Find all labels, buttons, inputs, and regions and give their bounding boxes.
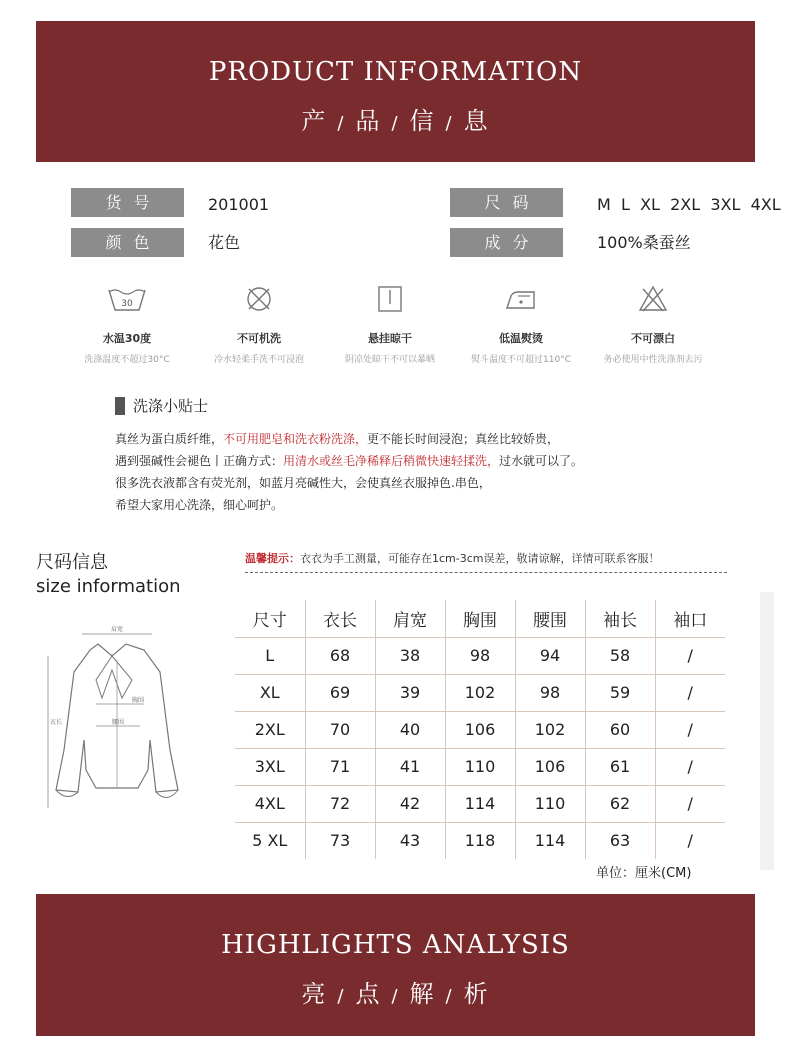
table-cell: 102 bbox=[445, 674, 515, 711]
header-cell: 腰围 bbox=[515, 600, 585, 637]
item-no-value: 201001 bbox=[208, 195, 270, 214]
tips-line-2: 遇到强碱性会褪色丨正确方式：用清水或丝毛净稀释后稍微快速轻揉洗，过水就可以了。 bbox=[115, 454, 584, 468]
material-label: 成分 bbox=[450, 228, 563, 257]
table-cell: 63 bbox=[585, 822, 655, 859]
banner-title-en: HIGHLIGHTS ANALYSIS bbox=[221, 930, 570, 960]
banner-title-cn: 产 / 品 / 信 / 息 bbox=[301, 107, 490, 135]
care-title: 低温熨烫 bbox=[499, 332, 543, 345]
side-panel-strip bbox=[760, 592, 774, 870]
care-sub: 洗涤温度不超过30°C bbox=[84, 355, 170, 365]
table-cell: 39 bbox=[375, 674, 445, 711]
table-row bbox=[235, 822, 725, 859]
blouse-size-sketch bbox=[40, 620, 190, 820]
table-cell: 102 bbox=[515, 711, 585, 748]
table-cell: XL bbox=[235, 674, 305, 711]
tips-line-1: 真丝为蛋白质纤维，不可用肥皂和洗衣粉洗涤，更不能长时间浸泡；真丝比较娇贵， bbox=[115, 432, 560, 446]
header-cell: 尺寸 bbox=[235, 600, 305, 637]
care-sub: 务必使用中性洗涤剂去污 bbox=[603, 355, 703, 365]
size-info-title: 尺码信息 size information bbox=[36, 552, 181, 597]
low-iron-icon bbox=[451, 280, 591, 318]
header-cell: 袖长 bbox=[585, 600, 655, 637]
table-cell: 43 bbox=[375, 822, 445, 859]
table-cell: 38 bbox=[375, 637, 445, 674]
heading-bar bbox=[115, 397, 125, 415]
table-cell: / bbox=[655, 785, 725, 822]
header-cell: 胸围 bbox=[445, 600, 515, 637]
table-cell: 61 bbox=[585, 748, 655, 785]
table-cell: 69 bbox=[305, 674, 375, 711]
table-cell: / bbox=[655, 674, 725, 711]
table-cell: 98 bbox=[515, 674, 585, 711]
table-cell: / bbox=[687, 831, 693, 851]
table-cell: 68 bbox=[305, 637, 375, 674]
care-item-no-bleach bbox=[583, 280, 723, 365]
table-cell: 2XL bbox=[235, 711, 305, 748]
blouse-outline-icon bbox=[40, 620, 190, 820]
color-label: 颜色 bbox=[71, 228, 184, 257]
no-machine-wash-icon bbox=[189, 280, 329, 318]
care-sub: 阴凉处晾干不可以暴晒 bbox=[344, 355, 435, 365]
product-info-banner bbox=[36, 21, 755, 162]
washing-tips-heading: 洗涤小贴士 bbox=[115, 395, 208, 416]
table-cell: 59 bbox=[585, 674, 655, 711]
table-cell: 40 bbox=[375, 711, 445, 748]
table-cell: 5 XL bbox=[235, 822, 305, 859]
care-title: 不可漂白 bbox=[631, 332, 675, 345]
size-value: M L XL 2XL 3XL 4XL bbox=[597, 195, 781, 214]
care-title: 不可机洗 bbox=[237, 332, 281, 345]
washing-tips-text bbox=[115, 428, 583, 516]
highlights-banner bbox=[36, 894, 755, 1036]
care-title: 水温30度 bbox=[102, 332, 152, 345]
table-cell: 114 bbox=[515, 822, 585, 859]
banner-title-cn: 亮 / 点 / 解 / 析 bbox=[301, 980, 490, 1008]
table-cell: 118 bbox=[445, 822, 515, 859]
header-cell: 衣长 bbox=[305, 600, 375, 637]
table-cell: 98 bbox=[445, 637, 515, 674]
care-item-no-machine-wash bbox=[189, 280, 329, 365]
table-cell: / bbox=[655, 711, 725, 748]
wash-30-number: 30 bbox=[121, 299, 133, 309]
table-cell: / bbox=[655, 748, 725, 785]
svg-text:衣长: 衣长 bbox=[50, 719, 63, 726]
table-cell: 72 bbox=[305, 785, 375, 822]
svg-text:肩宽: 肩宽 bbox=[110, 626, 124, 633]
table-cell: / bbox=[655, 637, 725, 674]
care-item-low-iron bbox=[451, 280, 591, 365]
table-cell: 106 bbox=[515, 748, 585, 785]
size-label: 尺码 bbox=[450, 188, 563, 217]
table-cell: 41 bbox=[375, 748, 445, 785]
care-item-wash-30 bbox=[57, 280, 197, 365]
material-value: 100%桑蚕丝 bbox=[597, 233, 691, 252]
svg-text:胸围: 胸围 bbox=[132, 697, 145, 704]
table-cell: 94 bbox=[515, 637, 585, 674]
table-cell: 58 bbox=[585, 637, 655, 674]
unit-note: 单位：厘米(CM) bbox=[596, 866, 692, 881]
svg-text:腰围: 腰围 bbox=[112, 719, 125, 726]
size-table-header bbox=[235, 600, 725, 637]
table-row bbox=[235, 674, 725, 711]
table-cell: L bbox=[235, 637, 305, 674]
table-cell: 71 bbox=[305, 748, 375, 785]
header-cell: 肩宽 bbox=[375, 600, 445, 637]
table-cell: 42 bbox=[375, 785, 445, 822]
table-cell: 4XL bbox=[235, 785, 305, 822]
table-row bbox=[235, 711, 725, 748]
table-cell: 60 bbox=[585, 711, 655, 748]
tips-line-4: 希望大家用心洗涤，细心呵护。 bbox=[115, 498, 284, 512]
table-cell: 110 bbox=[445, 748, 515, 785]
tips-line-3: 很多洗衣液都含有荧光剂，如蓝月亮碱性大，会使真丝衣服掉色.串色， bbox=[115, 476, 491, 490]
color-value: 花色 bbox=[208, 233, 241, 252]
care-sub: 冷水轻柔手洗不可浸泡 bbox=[213, 355, 304, 365]
no-bleach-icon bbox=[583, 280, 723, 318]
table-cell: 3XL bbox=[235, 748, 305, 785]
hang-dry-icon bbox=[320, 280, 460, 318]
banner-title-en: PRODUCT INFORMATION bbox=[208, 57, 583, 87]
care-title: 悬挂晾干 bbox=[368, 332, 412, 345]
table-row bbox=[235, 748, 725, 785]
care-sub: 熨斗温度不可超过110°C bbox=[471, 355, 571, 365]
table-cell: 110 bbox=[515, 785, 585, 822]
table-cell: 106 bbox=[445, 711, 515, 748]
table-cell: 73 bbox=[305, 822, 375, 859]
care-item-hang-dry bbox=[320, 280, 460, 365]
header-cell: 袖口 bbox=[655, 600, 725, 637]
size-table bbox=[235, 600, 725, 859]
size-notice: 温馨提示：衣衣为手工测量，可能存在1cm-3cm误差，敬请谅解，详情可联系客服！ bbox=[245, 550, 727, 573]
table-cell: 62 bbox=[585, 785, 655, 822]
item-no-label: 货号 bbox=[71, 188, 184, 217]
table-row bbox=[235, 637, 725, 674]
table-cell: 70 bbox=[305, 711, 375, 748]
wash-30-icon bbox=[57, 280, 197, 318]
table-cell: 114 bbox=[445, 785, 515, 822]
table-row bbox=[235, 785, 725, 822]
